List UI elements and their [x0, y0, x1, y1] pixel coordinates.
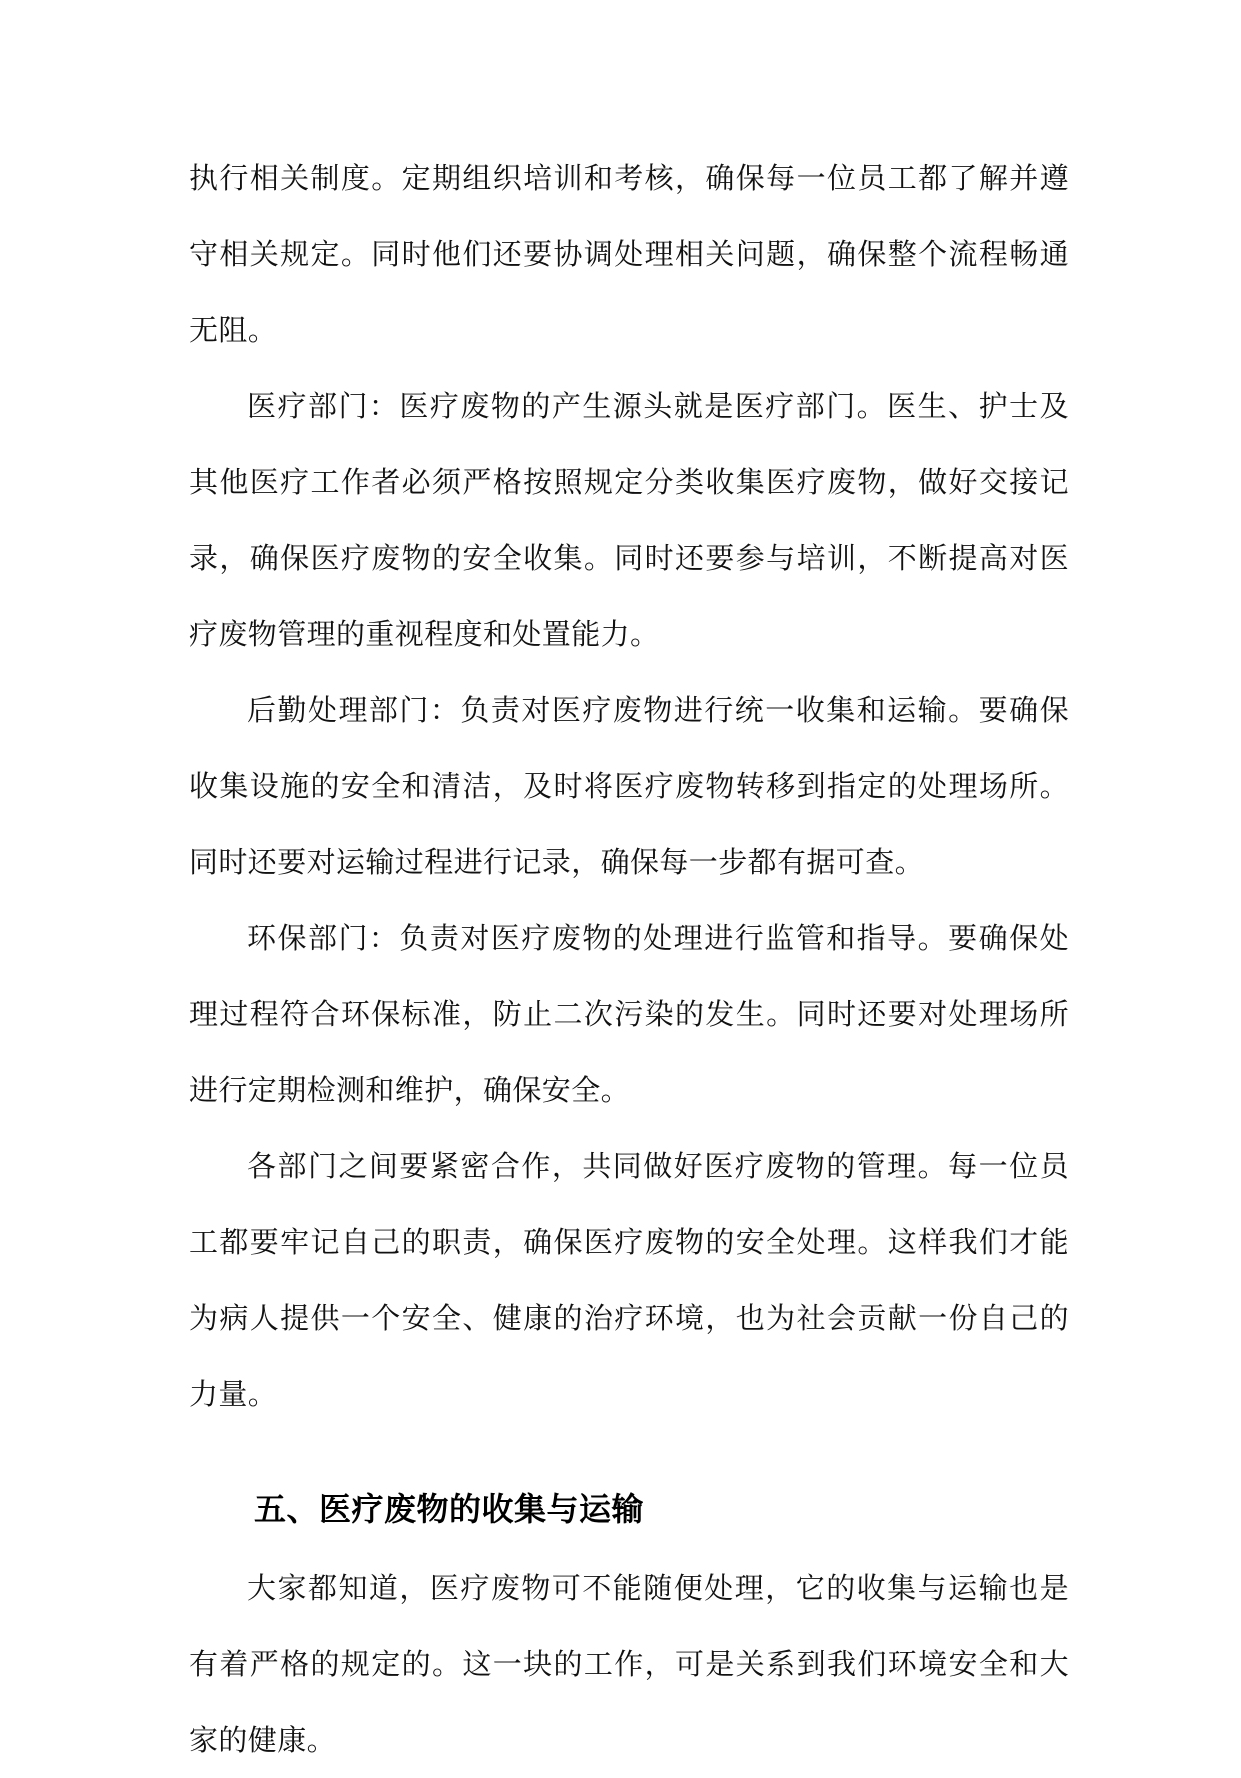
paragraph-environmental-department: 环保部门：负责对医疗废物的处理进行监管和指导。要确保处理过程符合环保标准，防止二次污染的发生。同时还要对处理场所进行定期检测和维护，确保安全。: [189, 921, 1069, 1107]
paragraph-cooperation: 各部门之间要紧密合作，共同做好医疗废物的管理。每一位员工都要牢记自己的职责，确保医疗废物的安全处理。这样我们才能为病人提供一个安全、健康的治疗环境，也为社会贡献一份自己的力量。: [189, 1149, 1069, 1411]
paragraph-logistics-department: 后勤处理部门：负责对医疗废物进行统一收集和运输。要确保收集设施的安全和清洁，及时将医疗废物转移到指定的处理场所。同时还要对运输过程进行记录，确保每一步都有据可查。: [189, 693, 1069, 879]
paragraph-collection-intro: 大家都知道，医疗废物可不能随便处理，它的收集与运输也是有着严格的规定的。这一块的工作，可是关系到我们环境安全和大家的健康。: [189, 1571, 1069, 1757]
paragraph-continuation: 执行相关制度。定期组织培训和考核，确保每一位员工都了解并遵守相关规定。同时他们还要协调处理相关问题，确保整个流程畅通无阻。: [189, 161, 1069, 347]
paragraph-medical-department: 医疗部门：医疗废物的产生源头就是医疗部门。医生、护士及其他医疗工作者必须严格按照规定分类收集医疗废物，做好交接记录，确保医疗废物的安全收集。同时还要参与培训，不断提高对医疗废物管理的重视程度和处置能力。: [189, 389, 1069, 651]
document-body: [189, 140, 1069, 1778]
section-heading: 五、医疗废物的收集与运输: [254, 1490, 645, 1528]
